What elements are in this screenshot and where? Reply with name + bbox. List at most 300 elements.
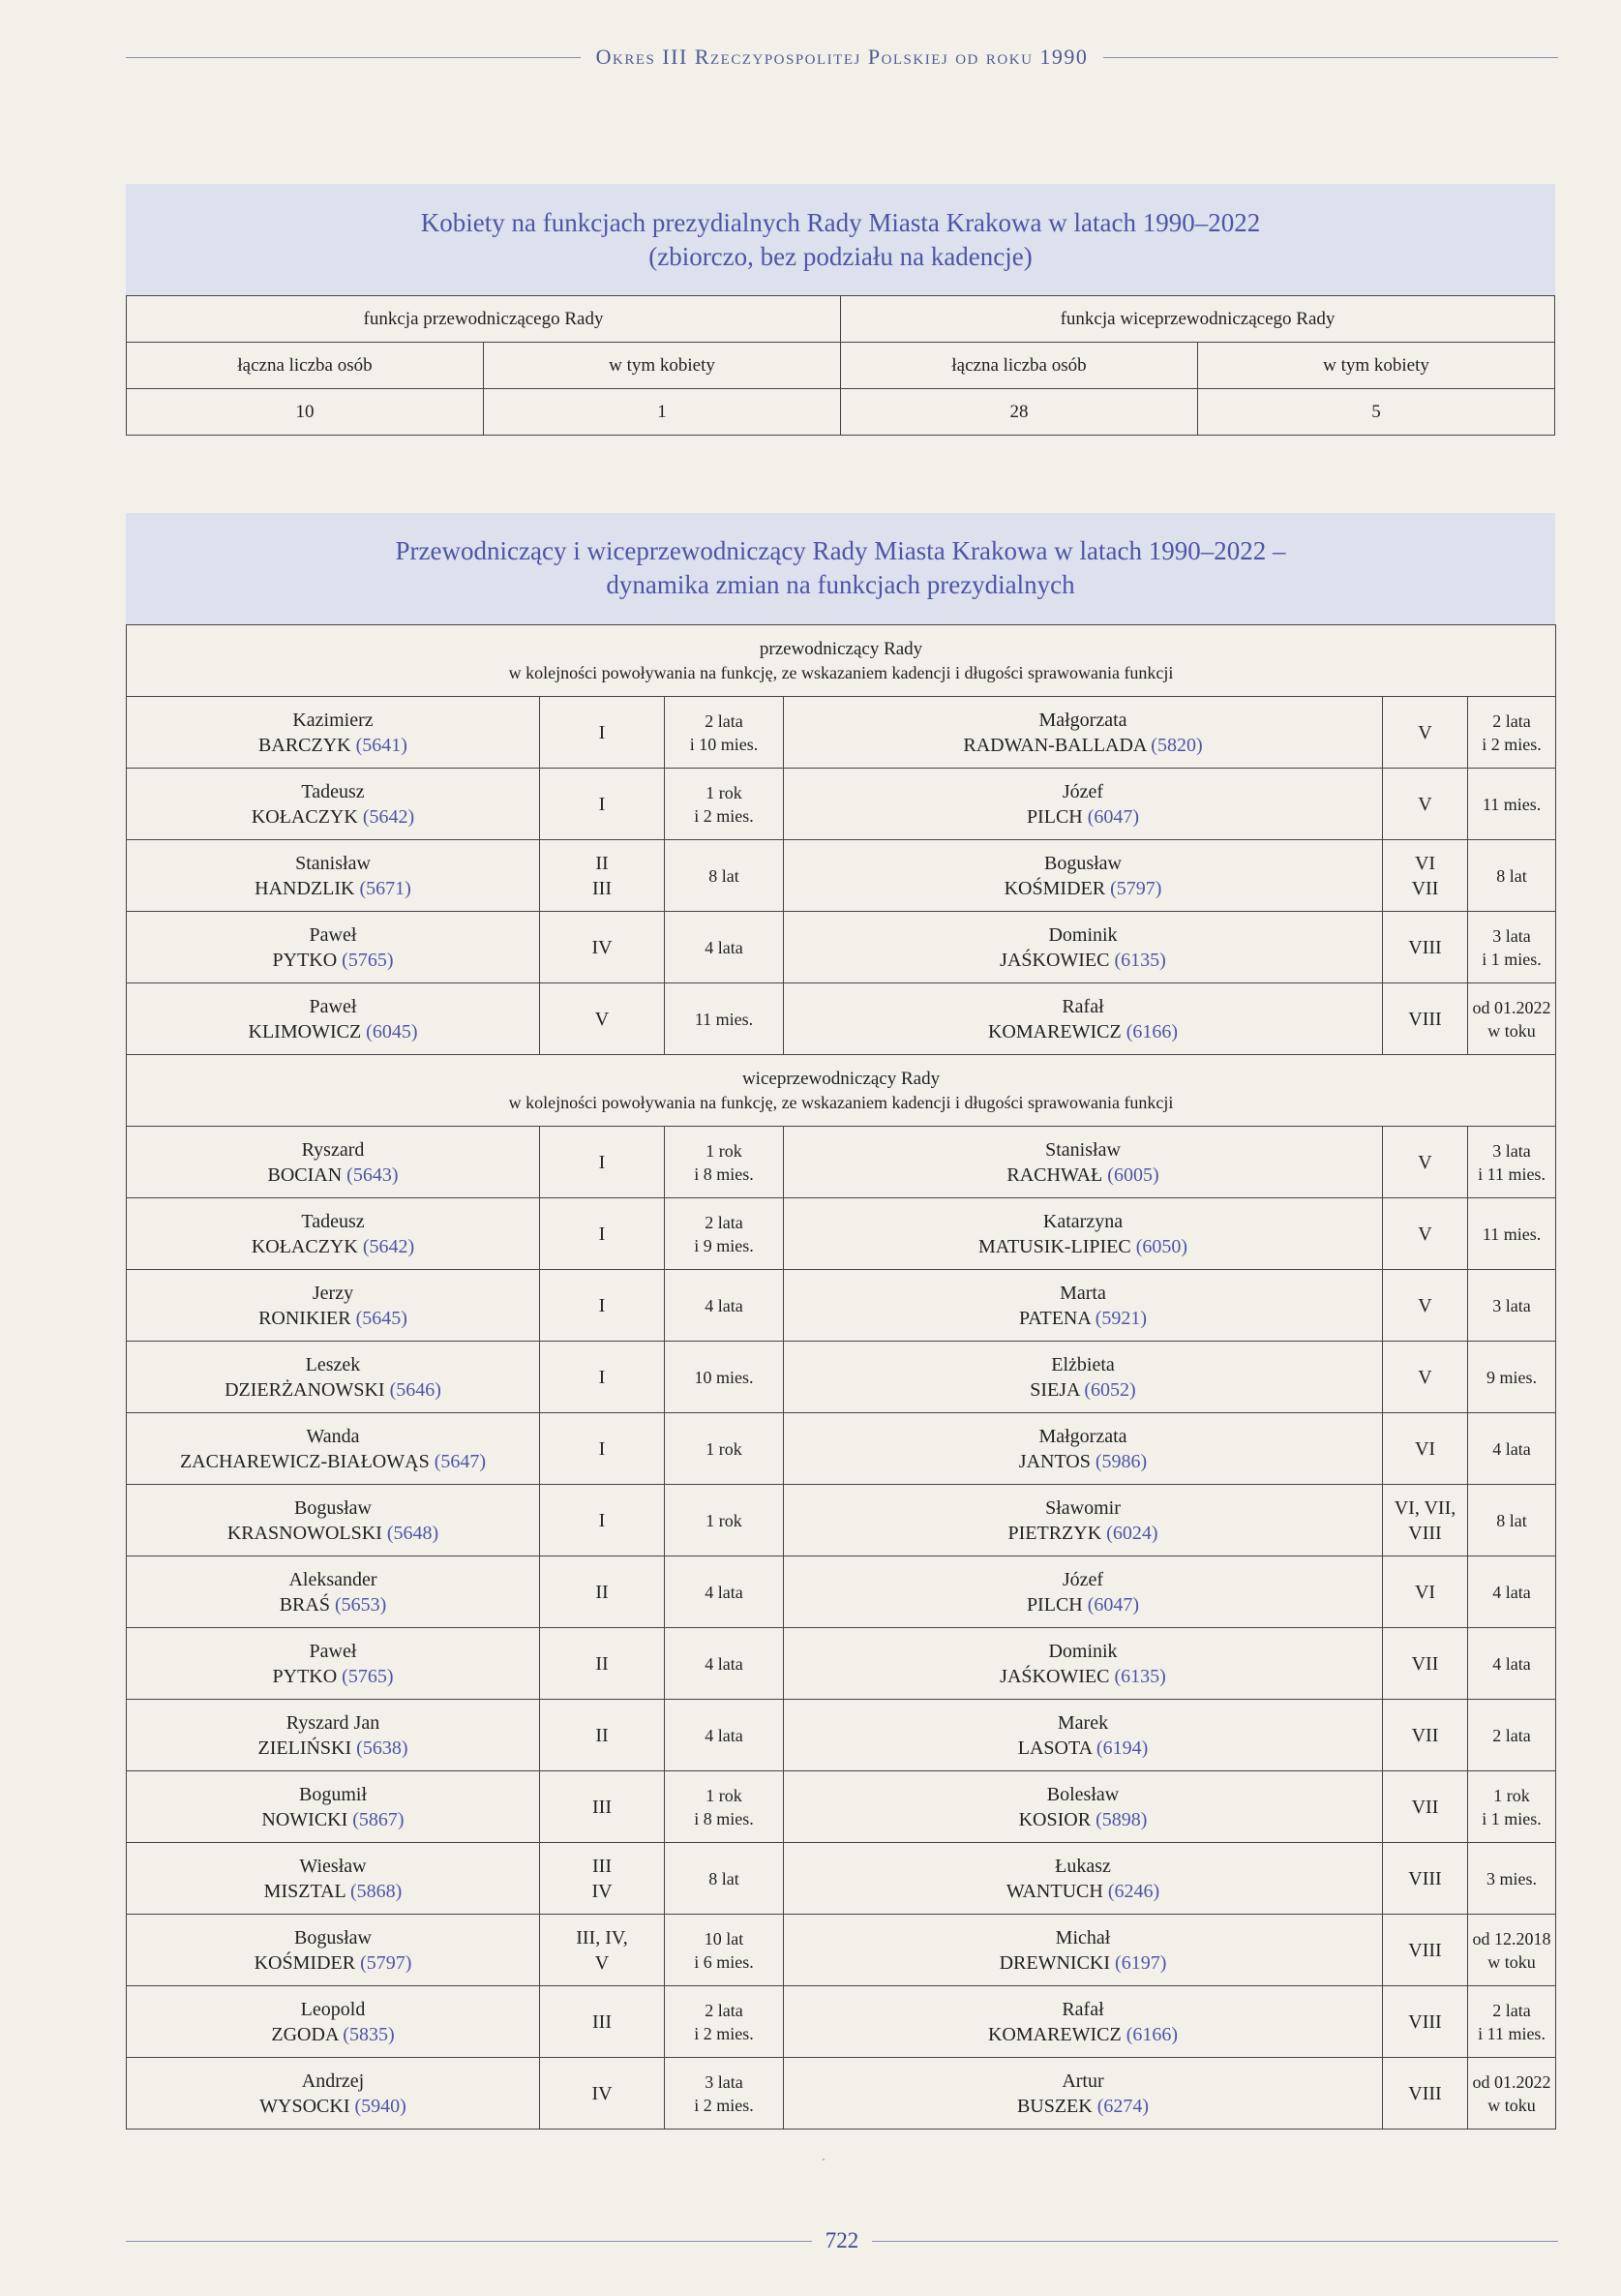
table-row [127,1771,1556,1843]
person-id: (5638) [356,1737,408,1759]
person-surname: JAŚKOWIEC [1000,1665,1110,1687]
term-cell [1383,1700,1468,1771]
duration-line-1: 1 rok [705,1140,742,1161]
person-surname-line [131,1019,535,1044]
person-surname-line [131,1377,535,1403]
duration-line-2: i 8 mies. [694,1163,754,1184]
person-id: (6050) [1135,1235,1188,1257]
col-chair-total: łączna liczba osób [127,343,484,389]
person-first-name: Tadeusz [301,780,365,802]
table-row [127,1127,1556,1198]
duration-cell [1468,1986,1556,2058]
duration-line-2: w toku [1487,1951,1536,1972]
person-cell [127,1413,540,1485]
person-first-name: Sławomir [1045,1496,1121,1519]
person-cell [784,697,1383,769]
person-surname-line [788,948,1378,973]
duration-cell [1468,1127,1556,1198]
term-value: V [1418,793,1432,815]
person-cell [784,2058,1383,2130]
table-row [127,840,1556,912]
term-value: V [1418,1151,1432,1173]
person-id: (5653) [334,1593,387,1616]
duration-line-1: 11 mies. [694,1009,754,1029]
person-first-name: Leszek [305,1353,361,1375]
term-value: VIII [1408,936,1442,958]
duration-line-1: 3 lata [1492,925,1531,946]
person-cell [784,1915,1383,1986]
person-surname: PYTKO [272,949,338,971]
term-cell [540,983,665,1055]
person-surname-line [788,1019,1378,1044]
duration-cell [1468,1843,1556,1915]
person-surname: KOŚMIDER [1004,877,1106,899]
person-cell [127,1700,540,1771]
person-first-name: Dominik [1048,923,1118,946]
person-surname-line [131,1664,535,1689]
term-value: V [1418,721,1432,743]
term-value: I [598,1151,606,1173]
duration-line-2: i 2 mies. [694,2095,754,2115]
person-first-name: Bogusław [294,1926,372,1949]
person-cell [127,1771,540,1843]
person-surname-line [131,1521,535,1546]
duration-line-2: i 6 mies. [694,1951,754,1972]
person-cell [127,1628,540,1700]
person-surname-line [131,733,535,758]
table-row [127,912,1556,983]
term-value: II [595,1724,609,1746]
term-cell [1383,840,1468,912]
duration-cell [665,1198,784,1270]
person-first-name: Elżbieta [1051,1353,1115,1375]
term-value-2: III [592,877,612,899]
person-surname-line [131,804,535,830]
person-surname-line [131,1950,535,1976]
duration-line-1: 8 lat [708,1868,739,1888]
person-surname: HANDZLIK [255,877,355,899]
person-surname-line [131,876,535,901]
term-cell [540,1127,665,1198]
person-id: (5642) [362,1235,415,1257]
duration-cell [665,1270,784,1342]
duration-line-1: 4 lata [705,937,743,957]
term-cell [1383,1485,1468,1556]
term-cell [540,1413,665,1485]
term-cell [1383,769,1468,840]
person-id: (5765) [342,1665,394,1687]
duration-line-1: 10 lat [704,1928,744,1949]
term-cell [540,1198,665,1270]
duration-cell [1468,912,1556,983]
person-first-name: Wiesław [299,1855,367,1877]
table-row [127,1843,1556,1915]
person-surname-line [131,948,535,973]
duration-line-2: i 10 mies. [689,734,759,754]
person-surname-line [131,1592,535,1617]
duration-line-1: 2 lata [1492,710,1531,731]
person-cell [784,1556,1383,1628]
person-first-name: Katarzyna [1042,1210,1124,1232]
term-value: I [598,721,606,743]
duration-line-1: 3 lata [1492,1140,1531,1161]
term-cell [1383,1843,1468,1915]
person-surname: ZACHAREWICZ-BIAŁOWĄS [179,1450,430,1472]
person-surname-line [788,2094,1378,2119]
person-first-name: Marta [1060,1282,1106,1304]
term-cell [1383,983,1468,1055]
duration-line-1: 2 lata [705,710,743,731]
duration-cell [665,1556,784,1628]
vice-women-value: 5 [1198,389,1555,436]
term-value: III, IV, [576,1926,628,1949]
duration-cell [1468,1915,1556,1986]
term-cell [1383,1270,1468,1342]
duration-cell [1468,1628,1556,1700]
person-first-name: Dominik [1048,1640,1118,1662]
person-surname-line [788,1306,1378,1331]
term-value: VIII [1408,2082,1442,2104]
term-value: II [595,852,609,874]
term-value: VI [1414,1581,1436,1603]
duration-cell [1468,1342,1556,1413]
person-surname-line [131,2094,535,2119]
duration-line-1: 8 lat [708,865,739,886]
person-cell [127,697,540,769]
duration-line-1: 1 rok [705,1438,742,1459]
term-value: VI, VII, [1394,1496,1456,1519]
footer-rule-right [872,2241,1558,2242]
person-first-name: Leopold [300,1998,366,2020]
term-cell [540,1485,665,1556]
table-row [127,1700,1556,1771]
term-value: I [598,1437,606,1460]
rule-right [1103,57,1558,58]
person-surname-line [788,2022,1378,2047]
person-first-name: Aleksander [288,1568,377,1590]
person-surname-line [131,2022,535,2047]
person-cell [784,1270,1383,1342]
dynamics-section [126,513,1555,2130]
dynamics-title-line1: Przewodniczący i wiceprzewodniczący Rady Miasta Krakowa w latach 1990–2022 – [395,536,1286,565]
duration-line-2: i 2 mies. [694,2023,754,2043]
duration-line-1: 2 lata [1492,2000,1531,2020]
duration-line-2: i 11 mies. [1478,1163,1546,1184]
person-id: (5921) [1095,1307,1148,1329]
duration-cell [1468,697,1556,769]
term-cell [540,1556,665,1628]
footer-rule-left [126,2241,812,2242]
table-row [127,1198,1556,1270]
term-value: VIII [1408,1867,1442,1889]
term-cell [1383,697,1468,769]
duration-cell [665,697,784,769]
person-first-name: Stanisław [1045,1138,1121,1161]
term-value: III [592,1796,612,1818]
table-row [127,1485,1556,1556]
person-surname: ZIELIŃSKI [257,1737,352,1759]
duration-cell [1468,840,1556,912]
vice-total-value: 28 [841,389,1198,436]
duration-line-1: 4 lata [1492,1582,1531,1602]
term-value: VIII [1408,1008,1442,1030]
person-surname-line [788,804,1378,830]
duration-cell [665,769,784,840]
person-surname: BOCIAN [267,1163,343,1186]
term-cell [540,2058,665,2130]
person-id: (5898) [1096,1808,1148,1830]
person-first-name: Andrzej [301,2069,365,2092]
term-cell [1383,1771,1468,1843]
group-chair-header: funkcja przewodniczącego Rady [127,296,841,343]
person-cell [127,1198,540,1270]
person-surname: KOSIOR [1018,1808,1092,1830]
term-cell [1383,1915,1468,1986]
person-surname: RADWAN-BALLADA [963,734,1147,756]
duration-line-1: 1 rok [705,1785,742,1805]
duration-line-1: 3 lata [705,2071,743,2092]
person-first-name: Jerzy [312,1282,354,1304]
term-cell [540,1342,665,1413]
person-surname: KLIMOWICZ [248,1020,362,1042]
person-first-name: Rafał [1062,995,1104,1017]
person-surname-line [788,876,1378,901]
person-surname: MISZTAL [263,1880,345,1902]
person-surname: PATENA [1018,1307,1091,1329]
term-cell [540,1700,665,1771]
person-id: (5646) [389,1378,441,1401]
person-cell [127,1485,540,1556]
person-surname: WANTUCH [1006,1880,1103,1902]
group-vice-header: funkcja wiceprzewodniczącego Rady [841,296,1555,343]
person-id: (6005) [1107,1163,1159,1186]
duration-cell [1468,983,1556,1055]
person-surname: KOŁACZYK [251,805,358,828]
duration-cell [1468,1556,1556,1628]
person-cell [784,769,1383,840]
term-value: VI [1414,852,1436,874]
person-cell [127,1986,540,2058]
chair-section-subtitle: w kolejności powoływania na funkcję, ze wskazaniem kadencji i długości sprawowania funkcji [508,662,1174,682]
person-id: (6166) [1126,2023,1179,2045]
person-cell [784,840,1383,912]
chair-section-header [127,625,1556,697]
person-cell [127,1270,540,1342]
duration-line-2: w toku [1487,1020,1536,1041]
person-surname: KOMAREWICZ [987,2023,1122,2045]
running-head-title: Okres III Rzeczypospolitej Polskiej od roku 1990 [595,45,1089,69]
page-footer [126,2226,1558,2255]
duration-line-1: 4 lata [705,1582,743,1602]
person-surname-line [788,1163,1378,1188]
summary-section [126,184,1555,436]
person-surname-line [131,1807,535,1832]
duration-line-1: 4 lata [1492,1653,1531,1674]
term-value: V [1418,1223,1432,1245]
person-surname: PILCH [1026,1593,1083,1616]
person-surname: DREWNICKI [999,1951,1111,1974]
person-first-name: Tadeusz [301,1210,365,1232]
duration-line-1: 2 lata [705,2000,743,2020]
term-value: V [594,1008,610,1030]
term-value: III [592,2010,612,2033]
person-surname: PILCH [1026,805,1083,828]
person-cell [127,840,540,912]
person-id: (6274) [1096,2095,1150,2117]
person-id: (6024) [1106,1522,1158,1544]
person-first-name: Ryszard [301,1138,365,1161]
duration-line-1: 2 lata [1492,1725,1531,1745]
duration-line-2: i 1 mies. [1482,949,1542,969]
term-value: V [1418,1294,1432,1316]
term-value: IV [591,2082,613,2104]
person-surname: DZIERŻANOWSKI [225,1378,385,1401]
duration-line-1: 1 rok [705,782,742,802]
person-surname-line [788,1234,1378,1259]
dynamics-table [126,624,1556,2130]
term-cell [540,1915,665,1986]
term-cell [540,912,665,983]
person-surname-line [131,1736,535,1761]
person-id: (5765) [342,949,394,971]
person-cell [127,983,540,1055]
term-value: III [592,1855,612,1877]
term-value-2: VIII [1408,1522,1442,1544]
vice-section-header [127,1055,1556,1127]
duration-line-1: 11 mies. [1482,1224,1542,1244]
table-row [127,1342,1556,1413]
person-cell [784,1342,1383,1413]
person-surname: PIETRZYK [1007,1522,1102,1544]
person-first-name: Marek [1057,1711,1109,1734]
person-cell [784,1413,1383,1485]
term-value: VI [1414,1437,1436,1460]
person-id: (5671) [359,877,411,899]
person-first-name: Józef [1062,780,1104,802]
term-cell [540,1986,665,2058]
person-id: (5641) [355,734,407,756]
col-vice-women: w tym kobiety [1198,343,1555,389]
person-cell [784,1198,1383,1270]
person-id: (5820) [1151,734,1203,756]
person-first-name: Łukasz [1055,1855,1111,1877]
duration-line-2: i 1 mies. [1482,1808,1542,1828]
duration-line-2: i 2 mies. [694,805,754,826]
person-surname: MATUSIK-LIPIEC [977,1235,1131,1257]
chair-women-value: 1 [484,389,841,436]
duration-line-1: 1 rok [1493,1785,1530,1805]
summary-table [126,295,1555,436]
duration-line-2: w toku [1487,2095,1536,2115]
duration-cell [1468,1413,1556,1485]
summary-title-line2: (zbiorczo, bez podziału na kadencje) [648,242,1033,271]
duration-cell [1468,2058,1556,2130]
person-cell [784,1771,1383,1843]
page-number: 722 [825,2228,859,2252]
duration-line-1: 3 lata [1492,1295,1531,1315]
person-id: (5648) [386,1522,439,1544]
term-cell [540,840,665,912]
person-cell [784,1485,1383,1556]
person-cell [127,1556,540,1628]
term-value: II [595,1652,609,1675]
col-chair-women: w tym kobiety [484,343,841,389]
table-row [127,1986,1556,2058]
term-cell [1383,1628,1468,1700]
duration-cell [665,912,784,983]
person-id: (5642) [362,805,415,828]
term-value: I [598,793,606,815]
person-cell [127,1843,540,1915]
duration-cell [1468,1700,1556,1771]
person-id: (6047) [1087,1593,1140,1616]
person-first-name: Małgorzata [1038,709,1127,731]
duration-line-2: i 11 mies. [1478,2023,1546,2043]
person-first-name: Józef [1062,1568,1104,1590]
term-cell [1383,1127,1468,1198]
table-row [127,697,1556,769]
person-id: (5867) [352,1808,405,1830]
table-row [127,1270,1556,1342]
person-surname-line [788,733,1378,758]
duration-cell [665,1413,784,1485]
term-cell [540,769,665,840]
duration-cell [665,1700,784,1771]
person-first-name: Bogumił [298,1783,367,1805]
term-cell [1383,1556,1468,1628]
duration-line-2: i 2 mies. [1482,734,1542,754]
person-surname: BUSZEK [1016,2095,1093,2117]
term-cell [540,1628,665,1700]
term-value: VII [1411,1796,1439,1818]
person-surname: KOŚMIDER [254,1951,356,1974]
term-value: IV [591,936,613,958]
person-cell [127,1915,540,1986]
person-surname-line [131,1234,535,1259]
person-surname: LASOTA [1017,1737,1092,1759]
person-first-name: Małgorzata [1038,1425,1127,1447]
term-cell [1383,1342,1468,1413]
duration-cell [665,983,784,1055]
person-surname-line [788,1449,1378,1474]
person-surname: JAŚKOWIEC [1000,949,1110,971]
person-id: (5940) [354,2095,406,2117]
person-cell [784,1843,1383,1915]
person-first-name: Michał [1055,1926,1111,1949]
person-surname-line [131,1306,535,1331]
duration-cell [665,1127,784,1198]
person-first-name: Bolesław [1046,1783,1120,1805]
person-cell [127,912,540,983]
person-surname: NOWICKI [261,1808,348,1830]
person-first-name: Rafał [1062,1998,1104,2020]
duration-line-1: 4 lata [705,1725,743,1745]
person-cell [784,1700,1383,1771]
duration-line-1: 9 mies. [1486,1367,1538,1387]
person-first-name: Stanisław [295,852,371,874]
term-value-2: VII [1411,877,1439,899]
person-surname: KRASNOWOLSKI [226,1522,382,1544]
person-id: (6246) [1107,1880,1160,1902]
vice-section-subtitle: w kolejności powoływania na funkcję, ze wskazaniem kadencji i długości sprawowania funkcji [508,1092,1174,1112]
duration-line-1: od 01.2022 [1472,997,1551,1017]
person-id: (6135) [1114,949,1166,971]
person-surname: PYTKO [272,1665,338,1687]
person-id: (6197) [1115,1951,1167,1974]
person-surname-line [788,1377,1378,1403]
duration-cell [1468,769,1556,840]
person-cell [784,912,1383,983]
